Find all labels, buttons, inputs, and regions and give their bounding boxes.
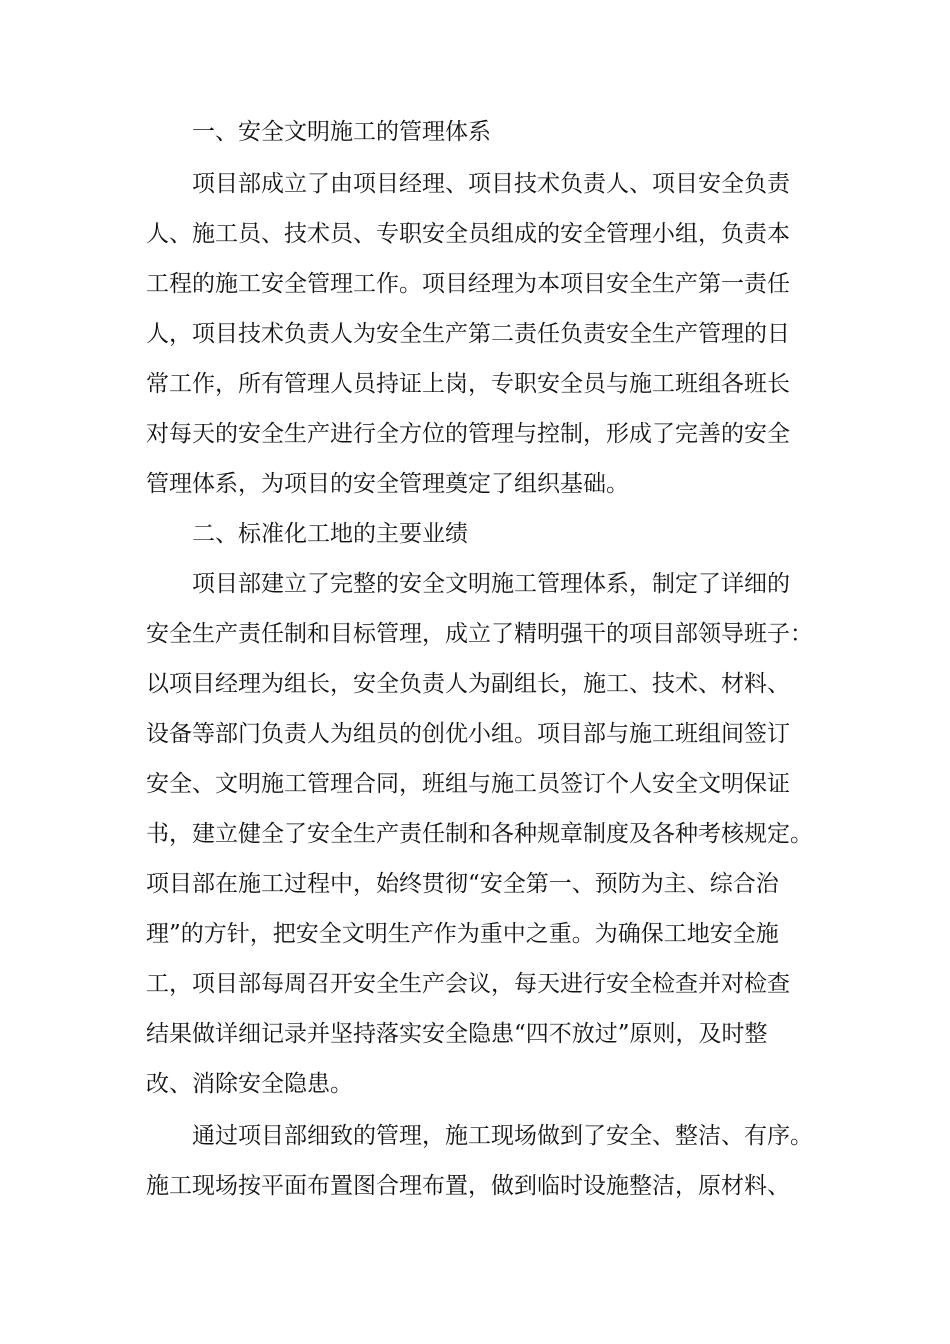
paragraph-line: 人，项目技术负责人为安全生产第二责任负责安全生产管理的日: [146, 321, 790, 347]
section-heading-1: 一、安全文明施工的管理体系: [192, 119, 491, 145]
paragraph-line: 安全生产责任制和目标管理，成立了精明强干的项目部领导班子：: [146, 621, 813, 647]
paragraph-line: 以项目经理为组长，安全负责人为副组长，施工、技术、材料、: [146, 671, 790, 697]
paragraph-line: 项目部在施工过程中，始终贯彻“安全第一、预防为主、综合治: [146, 871, 779, 897]
section-heading-2: 二、标准化工地的主要业绩: [192, 521, 468, 547]
paragraph-line: 工程的施工安全管理工作。项目经理为本项目安全生产第一责任: [146, 271, 790, 297]
paragraph-line: 常工作，所有管理人员持证上岗，专职安全员与施工班组各班长: [146, 371, 790, 397]
paragraph-line: 通过项目部细致的管理，施工现场做到了安全、整洁、有序。: [192, 1123, 813, 1149]
paragraph-line: 施工现场按平面布置图合理布置，做到临时设施整洁，原材料、: [146, 1173, 790, 1199]
paragraph-line: 结果做详细记录并坚持落实安全隐患“四不放过”原则，及时整: [146, 1021, 768, 1047]
paragraph-line: 设备等部门负责人为组员的创优小组。项目部与施工班组间签订: [146, 721, 790, 747]
paragraph-line: 书，建立健全了安全生产责任制和各种规章制度及各种考核规定。: [146, 821, 813, 847]
paragraph-line: 项目部建立了完整的安全文明施工管理体系，制定了详细的: [192, 571, 790, 597]
paragraph-line: 对每天的安全生产进行全方位的管理与控制，形成了完善的安全: [146, 421, 790, 447]
paragraph-line: 安全、文明施工管理合同，班组与施工员签订个人安全文明保证: [146, 771, 790, 797]
paragraph-line: 项目部成立了由项目经理、项目技术负责人、项目安全负责: [192, 171, 790, 197]
paragraph-line: 改、消除安全隐患。: [146, 1071, 353, 1097]
paragraph-line: 人、施工员、技术员、专职安全员组成的安全管理小组，负责本: [146, 221, 790, 247]
paragraph-line: 管理体系，为项目的安全管理奠定了组织基础。: [146, 471, 629, 497]
paragraph-line: 工，项目部每周召开安全生产会议，每天进行安全检查并对检查: [146, 971, 790, 997]
paragraph-line: 理”的方针，把安全文明生产作为重中之重。为确保工地安全施: [146, 921, 779, 947]
